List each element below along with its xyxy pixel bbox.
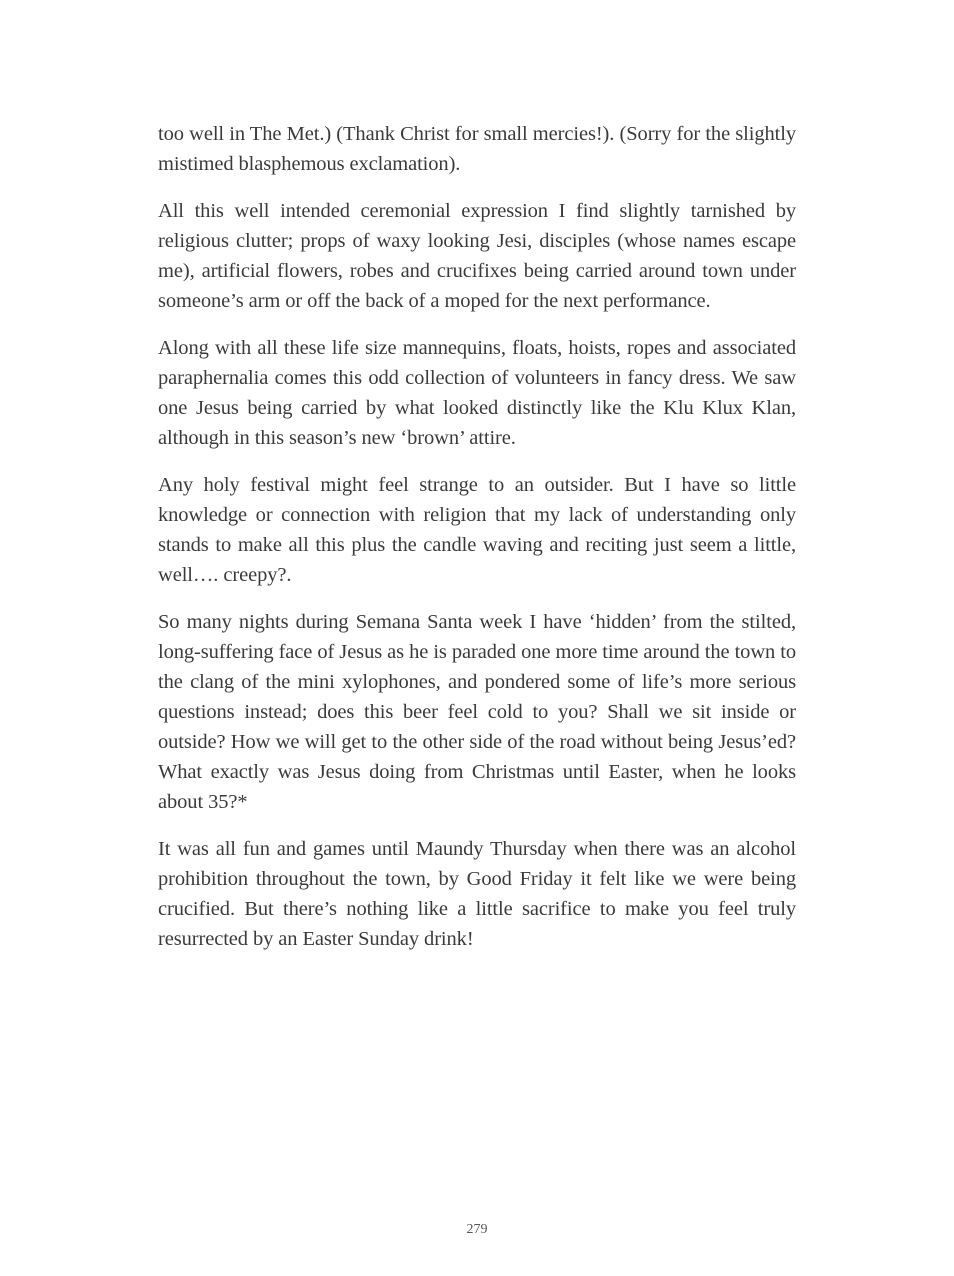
body-text — [158, 119, 796, 971]
paragraph-1: too well in The Met.) (Thank Christ for small mercies!). (Sorry for the slightly mistimed blasphemous exclamation). — [158, 123, 796, 175]
paragraph-2: All this well intended ceremonial expression I find slightly tarnished by religious clutter; props of waxy looking Jesi, disciples (whose names escape me), artificial flowers, robes and crucifixes being carried around town under someone’s arm or off the back of a moped for the next performance. — [158, 200, 796, 312]
paragraph-5: So many nights during Semana Santa week I have ‘hidden’ from the stilted, long-suffering face of Jesus as he is paraded one more time around the town to the clang of the mini xylophones, and pondered some of life’s more serious questions instead; does this beer feel cold to you? Shall we sit inside or outside? How we will get to the other side of the road without being Jesus’ed? What exactly was Jesus doing from Christmas until Easter, when he looks about 35?* — [158, 611, 796, 813]
paragraph-3: Along with all these life size mannequins, floats, hoists, ropes and associated paraphernalia comes this odd collection of volunteers in fancy dress. We saw one Jesus being carried by what looked distinctly like the Klu Klux Klan, although in this season’s new ‘brown’ attire. — [158, 337, 796, 449]
paragraph-4: Any holy festival might feel strange to an outsider. But I have so little knowledge or connection with religion that my lack of understanding only stands to make all this plus the candle waving and reciting just seem a little, well…. creepy?. — [158, 474, 796, 586]
paragraph-6: It was all fun and games until Maundy Thursday when there was an alcohol prohibition throughout the town, by Good Friday it felt like we were being crucified. But there’s nothing like a little sacrifice to make you feel truly resurrected by an Easter Sunday drink! — [158, 838, 796, 950]
page-number: 279 — [466, 1222, 488, 1237]
